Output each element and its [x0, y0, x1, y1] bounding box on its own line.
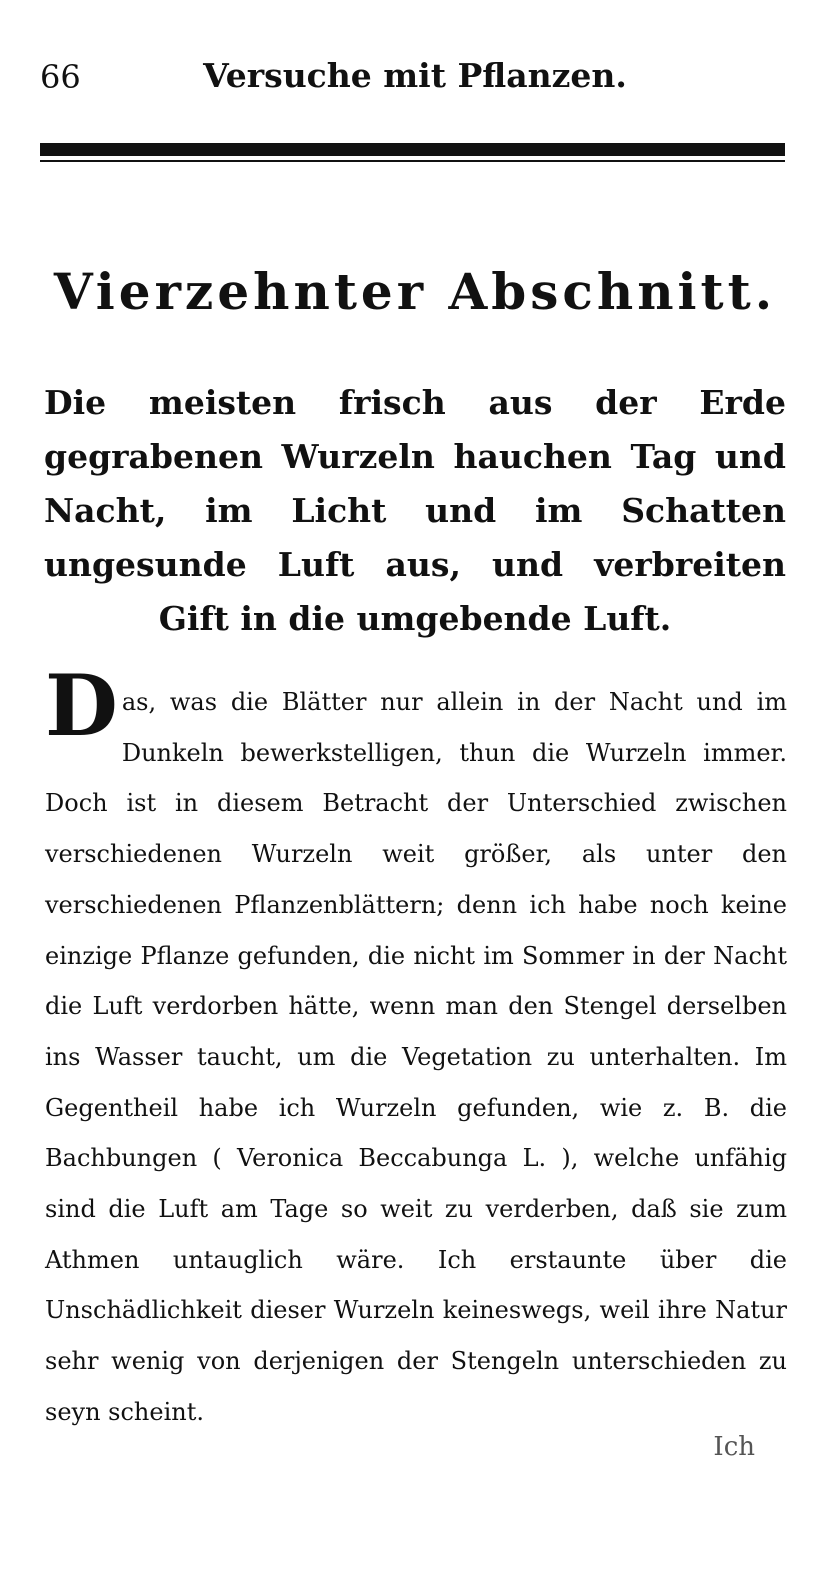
running-title: Versuche mit Pflanzen.: [203, 56, 627, 95]
drop-cap: D: [45, 656, 118, 755]
chapter-title: Vierzehnter Abschnitt.: [53, 262, 777, 321]
chapter-summary: Die meisten frisch aus der Erde gegrabenen Wurzeln hauchen Tag und Nacht, im Licht und im Schatten ungesunde Luft aus, und verbreiten Gift in die umgebende Luft.: [44, 383, 786, 638]
page-number: 66: [40, 58, 81, 96]
catchword: Ich: [713, 1432, 755, 1462]
body-paragraph: [45, 656, 787, 1438]
header-rule-thin: [40, 160, 785, 162]
paragraph-text: as, was die Blätter nur allein in der Nacht und im Dunkeln bewerkstelligen, thun die Wurzeln immer. Doch ist in diesem Betracht der Unterschied zwischen verschiedenen Wurzeln weit größer, als unter den verschiedenen Pflanzenblättern; denn ich habe noch keine einzige Pflanze gefunden, die nicht im Sommer in der Nacht die Luft verdorben hätte, wenn man den Stengel derselben ins Wasser taucht, um die Vegetation zu unterhalten. Im Gegentheil habe ich Wurzeln gefunden, wie z. B. die Bachbungen ( Veronica Beccabunga L. ), welche unfähig sind die Luft am Tage so weit zu verderben, daß sie zum Athmen untauglich wäre. Ich erstaunte über die Unschädlichkeit dieser Wurzeln keineswegs, weil ihre Natur sehr wenig von derjenigen der Stengeln unterschieden zu seyn scheint.: [45, 688, 787, 1426]
header-rule-thick: [40, 143, 785, 156]
